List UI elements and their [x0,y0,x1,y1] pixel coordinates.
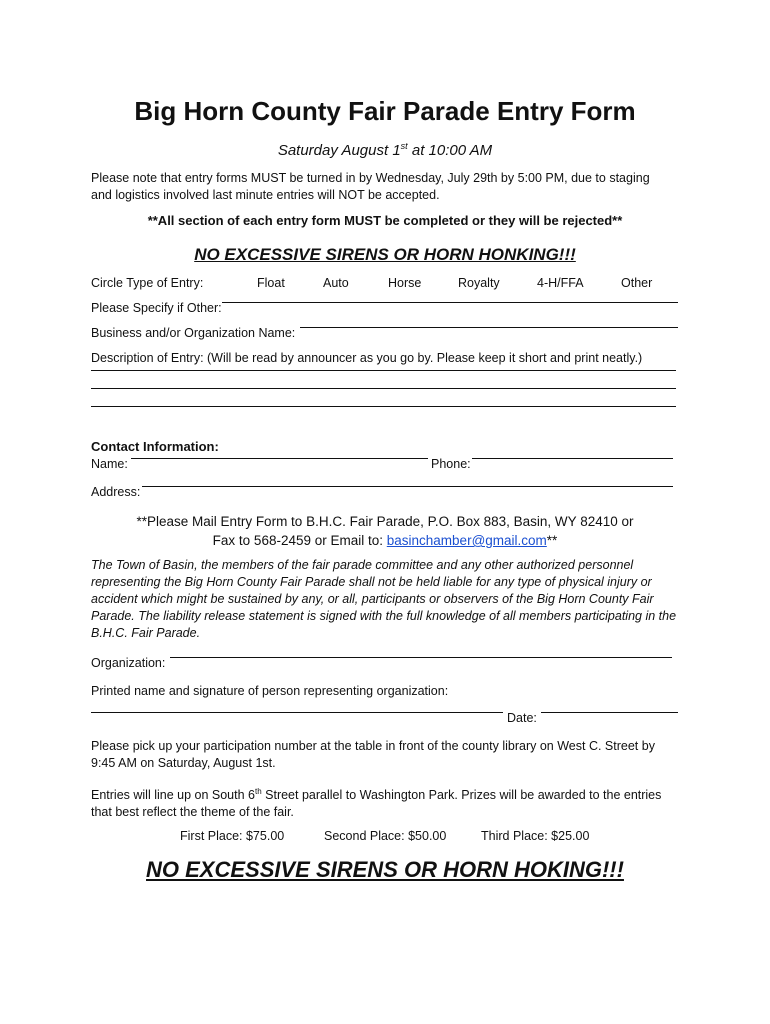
mail-end-text: ** [546,533,558,548]
pickup-instructions: Please pick up your participation number at the table in front of the county library on West C. Street by 9:45 AM on Saturday, August 1st. [91,739,655,770]
liability-statement: The Town of Basin, the members of the fair parade committee and any other authorized personnel representing the Big Horn County Fair Parade shall not be held liable for any type of physical injury or accident which might be sustained by any, or all, participants or observers of the Big Horn County Fair Parade. The liability release statement is signed with the full knowledge of all members participating in the B.H.C. Fair Parade. [91,558,677,640]
signature-field[interactable] [91,712,503,713]
deadline-notice-line-1: Please note that entry forms MUST be turned in by Wednesday, July 29th by 5:00 PM, due to staging [91,171,650,185]
printed-name-label: Printed name and signature of person representing organization: [91,684,449,698]
address-label: Address: [91,485,141,499]
organization-label: Organization: [91,656,166,670]
entry-option-4h-ffa[interactable]: 4-H/FFA [537,276,584,290]
entry-option-horse[interactable]: Horse [388,276,422,290]
business-name-label: Business and/or Organization Name: [91,326,296,340]
entry-option-auto[interactable]: Auto [323,276,349,290]
lineup-text-end: Street parallel to Washington Park. Prizes will be awarded to the entries that best reflect the theme of the fair. [91,788,662,820]
prize-second-place: Second Place: $50.00 [324,829,447,843]
address-field[interactable] [142,486,673,487]
name-field[interactable] [131,458,428,459]
lineup-ordinal: th [254,787,262,796]
date-label: Date: [507,711,537,725]
entry-type-label: Circle Type of Entry: [91,276,204,290]
email-link[interactable]: basinchamber@gmail.com [386,533,547,548]
prize-first-place: First Place: $75.00 [180,829,285,843]
lineup-instructions [91,783,681,821]
event-date [0,141,770,159]
mail-instructions-line-2 [0,531,770,550]
description-label: Description of Entry: (Will be read by announcer as you go by. Please keep it short and print neatly.) [91,351,643,365]
fax-text: Fax to 568-2459 or Email to: [212,533,387,548]
siren-warning-bottom: NO EXCESSIVE SIRENS OR HORN HOKING!!! [146,857,624,882]
phone-label: Phone: [431,457,471,471]
description-line-2[interactable] [91,388,676,389]
mail-instructions-line-1: **Please Mail Entry Form to B.H.C. Fair Parade, P.O. Box 883, Basin, WY 82410 or [136,514,634,529]
entry-option-royalty[interactable]: Royalty [458,276,500,290]
form-title: Big Horn County Fair Parade Entry Form [134,96,636,126]
deadline-notice-line-2: and logistics involved last minute entries will NOT be accepted. [91,188,440,202]
entry-option-other[interactable]: Other [621,276,653,290]
specify-other-field[interactable] [222,302,678,303]
event-date-day: Saturday August 1 [277,142,401,159]
entry-option-float[interactable]: Float [257,276,285,290]
date-field[interactable] [541,712,678,713]
siren-warning-top: NO EXCESSIVE SIRENS OR HORN HONKING!!! [194,245,576,264]
name-label: Name: [91,457,128,471]
prize-third-place: Third Place: $25.00 [481,829,590,843]
phone-field[interactable] [472,458,673,459]
contact-heading: Contact Information: [91,439,219,454]
rejection-notice: **All section of each entry form MUST be completed or they will be rejected** [147,213,623,228]
event-date-suffix: st [400,141,408,151]
business-name-field[interactable] [300,327,678,328]
lineup-text-start: Entries will line up on South 6 [91,788,255,803]
organization-field[interactable] [170,657,672,658]
description-line-3[interactable] [91,406,676,407]
description-line-1[interactable] [91,370,676,371]
specify-other-label: Please Specify if Other: [91,301,222,315]
event-date-time: at 10:00 AM [407,142,493,159]
